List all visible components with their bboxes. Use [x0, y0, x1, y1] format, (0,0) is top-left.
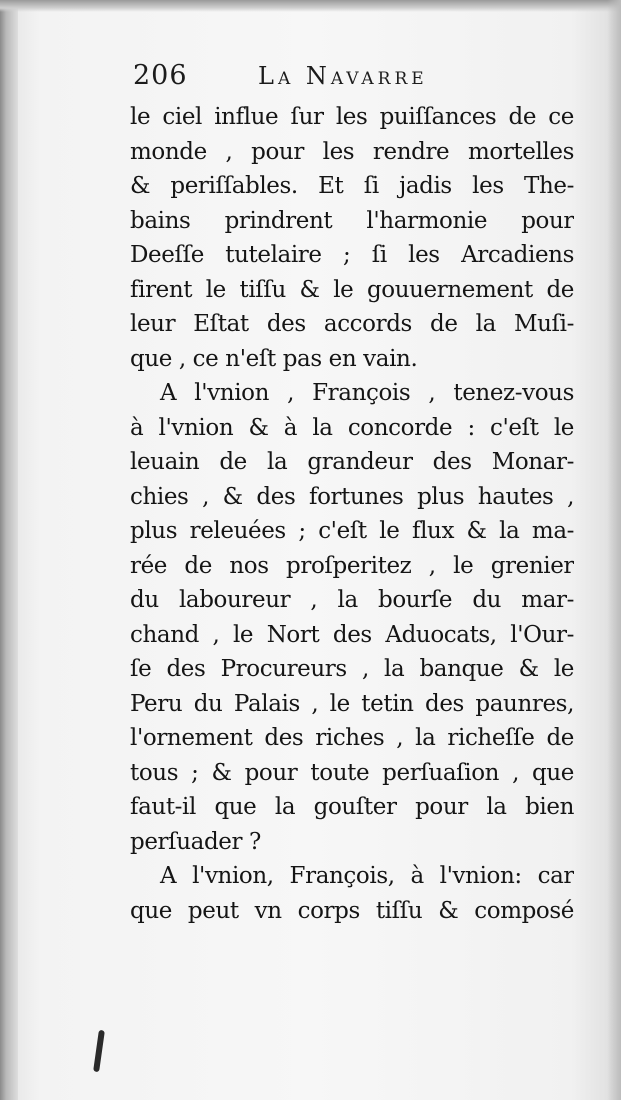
text-line: & periſſables. Et ſi jadis les The- — [130, 173, 574, 199]
text-line: tous ; & pour toute perſuaſion , que — [130, 759, 574, 786]
text-line: firent le tiſſu & le gouuernement de — [130, 276, 574, 303]
text-line: que , ce n'eſt pas en vain. — [130, 345, 418, 372]
page-right-edge — [607, 0, 621, 1100]
page-header — [133, 60, 578, 100]
text-line: A l'vnion, François, à l'vnion: car — [160, 863, 574, 889]
paragraph-1 — [130, 100, 574, 376]
text-line: rée de nos proſperitez , le grenier — [130, 552, 574, 579]
text-line: chies , & des fortunes plus hautes , — [130, 483, 574, 510]
page-top-edge — [0, 0, 621, 12]
page-number: 206 — [133, 60, 188, 91]
text-line: ſe des Procureurs , la banque & le — [130, 656, 574, 682]
text-line: à l'vnion & à la concorde : c'eſt le — [130, 414, 574, 441]
text-line: monde , pour les rendre mortelles — [130, 138, 574, 165]
text-line: faut-il que la gouſter pour la bien — [130, 794, 574, 820]
text-line: A l'vnion , François , tenez-vous — [160, 380, 574, 406]
text-line: du laboureur , la bourſe du mar- — [130, 587, 574, 613]
body-text — [130, 100, 574, 928]
page-binding-shadow — [0, 0, 18, 1100]
text-line: perſuader ? — [130, 828, 261, 855]
text-line: Deeſſe tutelaire ; ſi les Arcadiens — [130, 242, 574, 268]
ink-mark — [93, 1030, 105, 1072]
text-line: bains prindrent l'harmonie pour — [130, 207, 574, 234]
text-line: l'ornement des riches , la richeſſe de — [130, 725, 574, 751]
text-line: Peru du Palais , le tetin des paunres, — [130, 690, 574, 717]
text-line: le ciel influe ſur les puiſſances de ce — [130, 104, 574, 130]
text-line: leur Eſtat des accords de la Muſi- — [130, 311, 574, 337]
running-title: La Navarre — [258, 62, 428, 90]
text-line: que peut vn corps tiſſu & composé — [130, 897, 574, 924]
paragraph-2 — [130, 376, 574, 859]
text-line: leuain de la grandeur des Monar- — [130, 449, 574, 475]
paragraph-3 — [130, 859, 574, 928]
text-line: chand , le Nort des Aduocats, l'Our- — [130, 621, 574, 648]
text-line: plus releuées ; c'eſt le flux & la ma- — [130, 518, 574, 544]
